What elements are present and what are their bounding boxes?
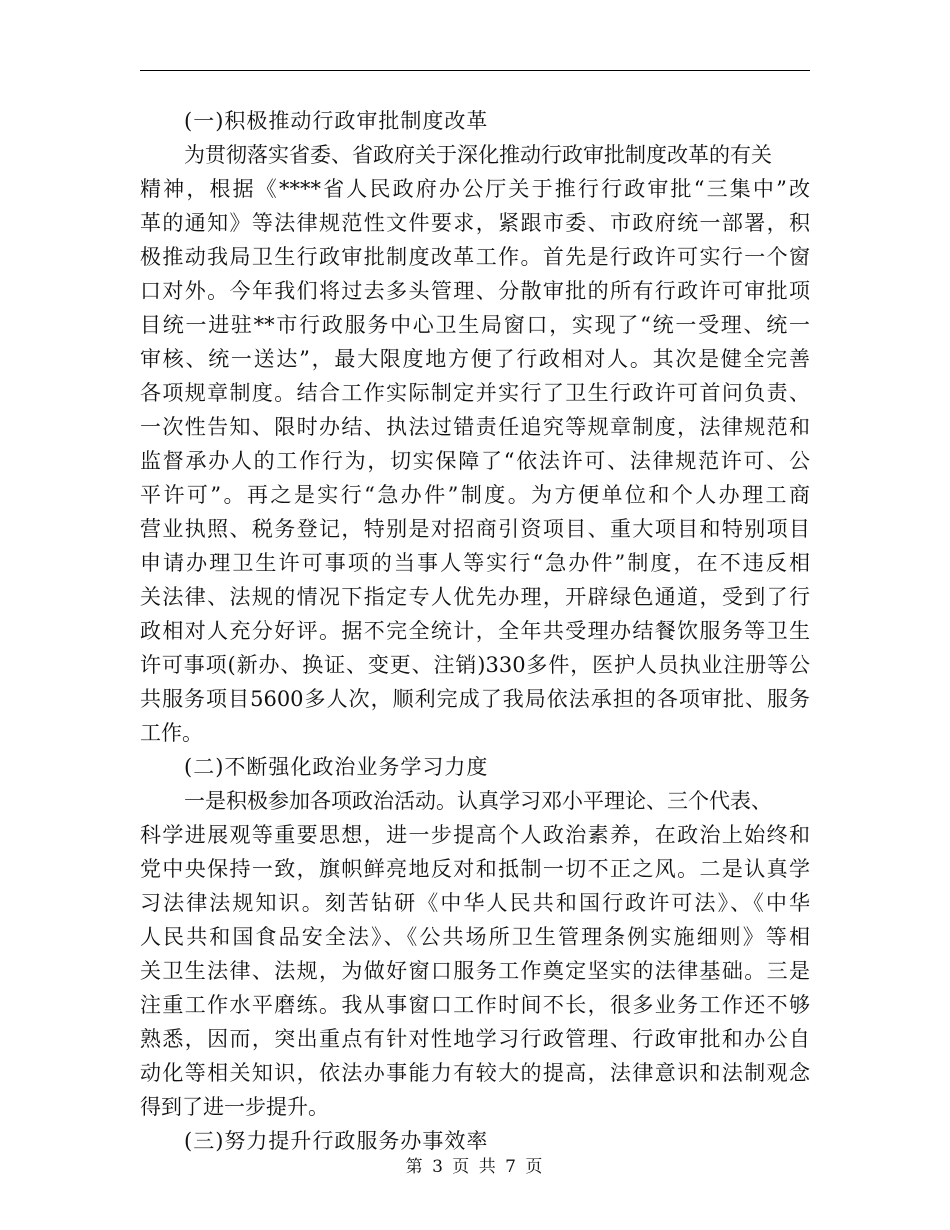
body-line: 关卫生法律、法规，为做好窗口服务工作奠定坚实的法律基础。三是: [140, 959, 810, 983]
body-line: 极推动我局卫生行政审批制度改革工作。首先是行政许可实行一个窗: [140, 245, 810, 269]
body-line: 为贯彻落实省委、省政府关于深化推动行政审批制度改革的有关: [184, 143, 772, 167]
body-line: 目统一进驻**市行政服务中心卫生局窗口，实现了“统一受理、统一: [140, 313, 810, 337]
body-line: 营业执照、税务登记，特别是对招商引资项目、重大项目和特别项目: [140, 517, 810, 541]
body-line: 动化等相关知识，依法办事能力有较大的提高，法律意识和法制观念: [140, 1061, 810, 1085]
body-line: 人民共和国食品安全法》、《公共场所卫生管理条例实施细则》等相: [140, 925, 810, 949]
section-heading: (一)积极推动行政审批制度改革: [184, 109, 489, 133]
body-line: 党中央保持一致，旗帜鲜亮地反对和抵制一切不正之风。二是认真学: [140, 857, 810, 881]
body-line: 申请办理卫生许可事项的当事人等实行“急办件”制度，在不违反相: [140, 551, 810, 575]
body-line: 注重工作水平磨练。我从事窗口工作时间不长，很多业务工作还不够: [140, 993, 810, 1017]
body-line: 平许可”。再之是实行“急办件”制度。为方便单位和个人办理工商: [140, 483, 810, 507]
body-line: 一次性告知、限时办结、执法过错责任追究等规章制度，法律规范和: [140, 415, 810, 439]
body-line: 得到了进一步提升。: [140, 1095, 329, 1119]
section-heading: (二)不断强化政治业务学习力度: [184, 755, 489, 779]
body-text: [140, 104, 810, 1158]
body-line: 监督承办人的工作行为，切实保障了“依法许可、法律规范许可、公: [140, 449, 810, 473]
body-line: 习法律法规知识。刻苦钻研《中华人民共和国行政许可法》、《中华: [140, 891, 810, 915]
section-heading: (三)努力提升行政服务办事效率: [184, 1129, 489, 1153]
body-line: 许可事项(新办、换证、变更、注销)330多件，医护人员执业注册等公: [140, 653, 810, 677]
body-line: 政相对人充分好评。据不完全统计，全年共受理办结餐饮服务等卫生: [140, 619, 810, 643]
body-line: 关法律、法规的情况下指定专人优先办理，开辟绿色通道，受到了行: [140, 585, 810, 609]
header-rule: [140, 70, 810, 71]
body-line: 熟悉，因而，突出重点有针对性地学习行政管理、行政审批和办公自: [140, 1027, 810, 1051]
body-line: 各项规章制度。结合工作实际制定并实行了卫生行政许可首问负责、: [140, 381, 810, 405]
body-line: 一是积极参加各项政治活动。认真学习邓小平理论、三个代表、: [184, 789, 772, 813]
body-line: 口对外。今年我们将过去多头管理、分散审批的所有行政许可审批项: [140, 279, 810, 303]
body-line: 革的通知》等法律规范性文件要求，紧跟市委、市政府统一部署，积: [140, 211, 810, 235]
body-line: 审核、统一送达”，最大限度地方便了行政相对人。其次是健全完善: [140, 347, 810, 371]
body-line: 工作。: [140, 721, 203, 745]
page-footer: 第 3 页 共 7 页: [405, 1157, 545, 1177]
body-line: 精神，根据《****省人民政府办公厅关于推行行政审批“三集中”改: [140, 177, 810, 201]
body-line: 科学进展观等重要思想，进一步提高个人政治素养，在政治上始终和: [140, 823, 810, 847]
body-line: 共服务项目5600多人次，顺利完成了我局依法承担的各项审批、服务: [140, 687, 810, 711]
